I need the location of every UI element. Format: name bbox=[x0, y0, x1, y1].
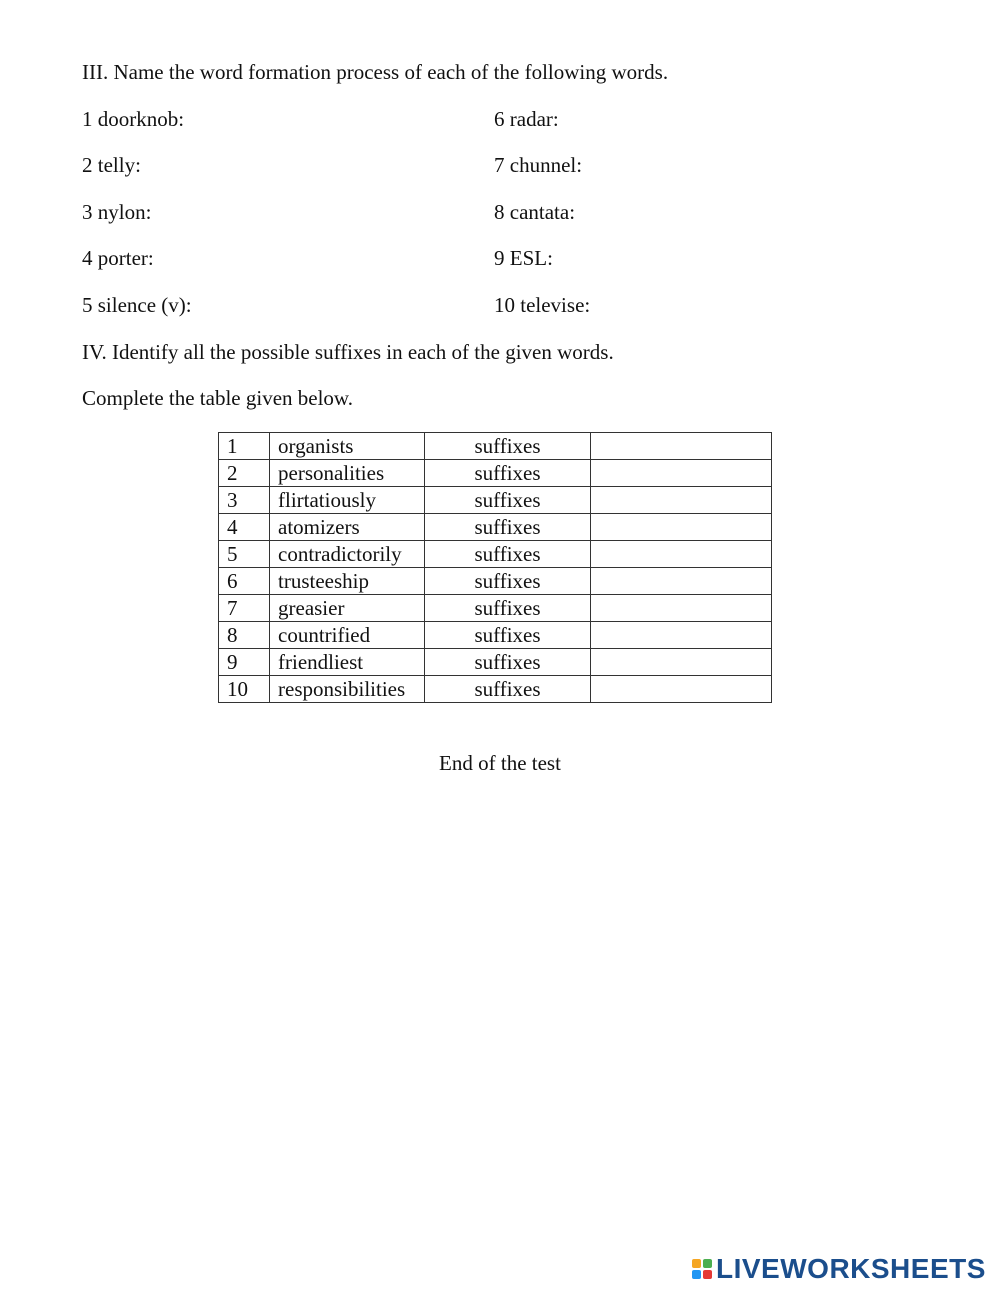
table-row bbox=[219, 622, 772, 649]
row-number: 10 bbox=[219, 676, 270, 703]
row-word: greasier bbox=[270, 595, 425, 622]
row-suffix-label: suffixes bbox=[425, 460, 591, 487]
row-answer-cell[interactable] bbox=[591, 433, 772, 460]
row-word: personalities bbox=[270, 460, 425, 487]
table-row bbox=[219, 676, 772, 703]
row-number: 1 bbox=[219, 433, 270, 460]
table-row bbox=[219, 514, 772, 541]
question-item: 1 doorknob: bbox=[82, 107, 185, 131]
table-row bbox=[219, 460, 772, 487]
table-row bbox=[219, 649, 772, 676]
row-suffix-label: suffixes bbox=[425, 649, 591, 676]
row-answer-cell[interactable] bbox=[591, 595, 772, 622]
row-word: trusteeship bbox=[270, 568, 425, 595]
row-number: 3 bbox=[219, 487, 270, 514]
row-answer-cell[interactable] bbox=[591, 676, 772, 703]
question-item: 9 ESL: bbox=[494, 246, 553, 270]
table-row bbox=[219, 433, 772, 460]
table-row bbox=[219, 595, 772, 622]
row-suffix-label: suffixes bbox=[425, 622, 591, 649]
table-row bbox=[219, 487, 772, 514]
row-word: responsibilities bbox=[270, 676, 425, 703]
row-word: organists bbox=[270, 433, 425, 460]
logo-square-icon bbox=[692, 1259, 701, 1268]
row-suffix-label: suffixes bbox=[425, 568, 591, 595]
table-row bbox=[219, 541, 772, 568]
section-4-instruction: Complete the table given below. bbox=[82, 386, 353, 410]
row-word: friendliest bbox=[270, 649, 425, 676]
row-word: atomizers bbox=[270, 514, 425, 541]
question-item: 5 silence (v): bbox=[82, 293, 192, 317]
table-row bbox=[219, 568, 772, 595]
logo-square-icon bbox=[703, 1270, 712, 1279]
row-answer-cell[interactable] bbox=[591, 622, 772, 649]
end-of-test-text: End of the test bbox=[439, 751, 561, 775]
row-number: 7 bbox=[219, 595, 270, 622]
logo-square-icon bbox=[692, 1270, 701, 1279]
row-number: 5 bbox=[219, 541, 270, 568]
row-suffix-label: suffixes bbox=[425, 541, 591, 568]
row-suffix-label: suffixes bbox=[425, 514, 591, 541]
row-answer-cell[interactable] bbox=[591, 487, 772, 514]
logo-square-icon bbox=[703, 1259, 712, 1268]
row-suffix-label: suffixes bbox=[425, 487, 591, 514]
row-number: 2 bbox=[219, 460, 270, 487]
row-answer-cell[interactable] bbox=[591, 460, 772, 487]
question-item: 6 radar: bbox=[494, 107, 559, 131]
question-item: 4 porter: bbox=[82, 246, 154, 270]
row-answer-cell[interactable] bbox=[591, 649, 772, 676]
row-suffix-label: suffixes bbox=[425, 595, 591, 622]
row-suffix-label: suffixes bbox=[425, 676, 591, 703]
row-answer-cell[interactable] bbox=[591, 568, 772, 595]
question-item: 10 televise: bbox=[494, 293, 591, 317]
row-number: 8 bbox=[219, 622, 270, 649]
section-4-heading: IV. Identify all the possible suffixes in each of the given words. bbox=[82, 340, 614, 364]
liveworksheets-logo bbox=[692, 1254, 986, 1284]
row-answer-cell[interactable] bbox=[591, 541, 772, 568]
row-number: 4 bbox=[219, 514, 270, 541]
row-word: countrified bbox=[270, 622, 425, 649]
question-item: 2 telly: bbox=[82, 153, 141, 177]
row-number: 9 bbox=[219, 649, 270, 676]
section-3-heading: III. Name the word formation process of each of the following words. bbox=[82, 60, 669, 84]
question-item: 3 nylon: bbox=[82, 200, 152, 224]
logo-mark-icon bbox=[692, 1259, 712, 1279]
logo-text: LIVEWORKSHEETS bbox=[716, 1253, 986, 1284]
row-number: 6 bbox=[219, 568, 270, 595]
row-suffix-label: suffixes bbox=[425, 433, 591, 460]
row-word: flirtatiously bbox=[270, 487, 425, 514]
question-item: 7 chunnel: bbox=[494, 153, 583, 177]
question-item: 8 cantata: bbox=[494, 200, 576, 224]
suffix-table bbox=[218, 432, 772, 703]
row-answer-cell[interactable] bbox=[591, 514, 772, 541]
row-word: contradictorily bbox=[270, 541, 425, 568]
